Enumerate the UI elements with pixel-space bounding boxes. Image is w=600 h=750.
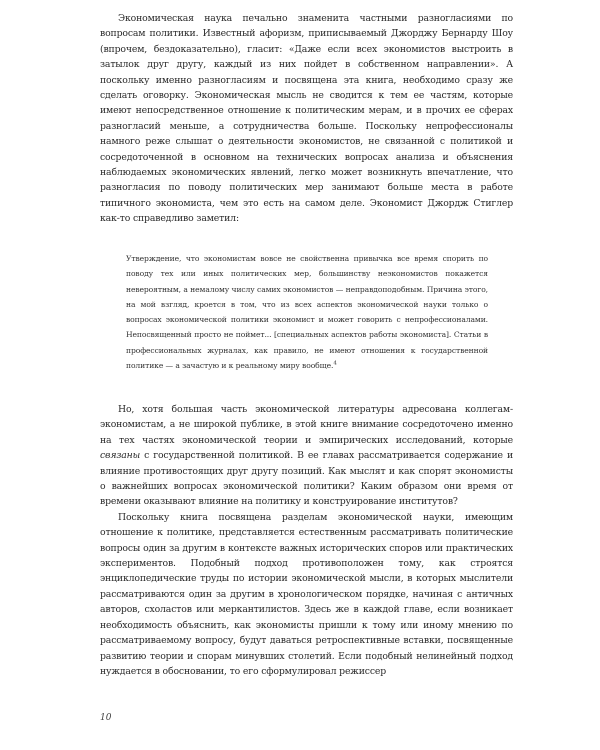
emphasis-word: связаны [100, 450, 141, 462]
quote-paragraph: Утверждение, что экономистам вовсе не свойственна привычка все время спорить по поводу тех или иных политических мер, большинству неэкономистов покажется невероятным, а немалому числу самих экономистов — неправдоподобным. Причина этого, на мой взгляд, кроется в том, что из всех аспектов экономической науки только о вопросах экономической политики экономист и может говорить с непрофессионалами. Непосвященный просто не поймет... [специальных аспектов работы экономиста]. Статьи в профессиональных журналах, как правило, не имеют отношения к государственной политике — а зачастую и к реальному миру вообще.$^4$ [126, 254, 488, 371]
paragraph-intro: Экономическая наука печально знаменита частными разногласиями по вопросам политики. Известный афоризм, приписываемый Джорджу Бернарду Шоу (впрочем, бездоказательно), гласит: «Даже если всех экономистов выстроить в затылок друг другу, каждый из них пойдет в собственном направлении». А поскольку именно разногласиям и посвящена эта книга, необходимо сразу же сделать оговорку. Экономическая мысль не сводится к тем ее частям, которые имеют непосредственное отношение к политическим мерам, и в прочих ее сферах разногласий меньше, а сотрудничества больше. Поскольку непрофессионалы намного реже слышат о деятельности экономистов, не связанной с политикой и сосредоточенной в основном на технических вопросах анализа и объяснения наблюдаемых экономических явлений, легко может возникнуть впечатление, что разногласия по поводу политических мер занимают больше места в работе типичного экономиста, чем это есть на самом деле. Экономист Джордж Стиглер как-то справедливо заметил: [100, 13, 513, 225]
text-block-bottom [100, 402, 513, 679]
text-block-top [100, 11, 513, 227]
paragraph-focus-start: Но, хотя большая часть экономической литературы адресована коллегам-экономистам, а не широкой публике, в этой книге внимание сосредоточено именно на тех частях экономической теории и эмпирических исследований, которые [100, 404, 513, 446]
paragraph-approach: Поскольку книга посвящена разделам экономической науки, имеющим отношение к политике, представляется естественным рассматривать политические вопросы один за другим в контексте важных исторических споров или практических экспериментов. Подобный подход противоположен тому, как строятся энциклопедические труды по истории экономической мысли, в которых мыслители рассматриваются один за другим в хронологическом порядке, начиная с античных авторов, схоластов или меркантилистов. Здесь же в каждой главе, если возникает необходимость объяснить, как экономисты пришли к тому или иному мнению по рассматриваемому вопросу, будут даваться ретроспективные вставки, посвященные развитию теории и спорам минувших столетий. Если подобный нелинейный подход нуждается в обосновании, то его сформулировал режиссер [100, 511, 513, 677]
paragraph-focus-end: с государственной политикой. В ее главах рассматривается содержание и влияние противостоящих друг другу позиций. Как мыслят и как спорят экономисты о важнейших вопросах экономической политики? Каким образом они время от времени оказывают влияние на политику и конструирование институтов? [100, 450, 513, 508]
paragraph-focus [100, 402, 513, 510]
quote-footnote-marker: 4 [333, 360, 337, 367]
page-number: 10 [100, 713, 112, 723]
quote-text: Утверждение, что экономистам вовсе не свойственна привычка все время спорить по поводу тех или иных политических мер, большинству неэкономистов покажется невероятным, а немалому числу самих экономистов — неправдоподобным. Причина этого, на мой взгляд, кроется в том, что из всех аспектов экономической науки только о вопросах экономической политики экономист и может говорить с непрофессионалами. Непосвященный просто не поймет... [специальных аспектов работы экономиста]. Статьи в профессиональных журналах, как правило, не имеют отношения к государственной политике — а зачастую и к реальному миру вообще [126, 254, 488, 371]
block-quote [126, 251, 488, 373]
